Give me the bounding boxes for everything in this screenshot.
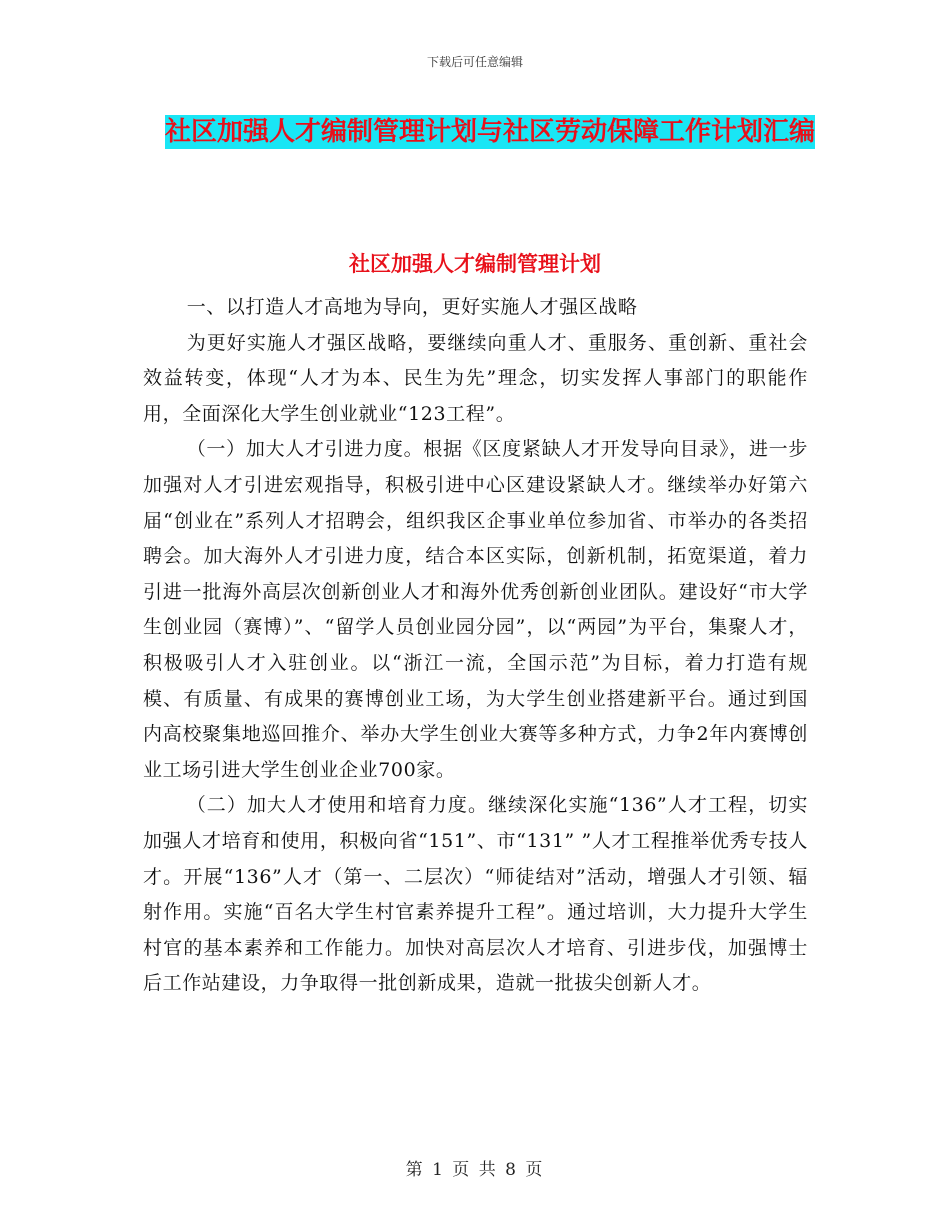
paragraph-heading: 一、以打造人才高地为导向，更好实施人才强区战略 xyxy=(186,296,638,318)
document-title-text: 社区加强人才编制管理计划与社区劳动保障工作计划汇编 xyxy=(164,117,815,147)
paragraph: （一）加大人才引进力度。根据《区度紧缺人才开发导向目录》，进一步加强对人才引进宏观指导，积极引进中心区建设紧缺人才。继续举办好第六届“创业在”系列人才招聘会，组织我区企事业单位参加省、市举办的各类招聘会。加大海外人才引进力度，结合本区实际，创新机制，拓宽渠道，着力引进一批海外高层次创新创业人才和海外优秀创新创业团队。建设好“市大学生创业园（赛博）”、“留学人员创业园分园”，以“两园”为平台，集聚人才，积极吸引人才入驻创业。以“浙江一流，全国示范”为目标，着力打造有规模、有质量、有成果的赛博创业工场，为大学生创业搭建新平台。通过到国内高校聚集地巡回推介、举办大学生创业大赛等多种方式，力争2年内赛博创业工场引进大学生创业企业700家。 xyxy=(143,438,808,781)
document-title xyxy=(140,110,840,154)
document-body xyxy=(143,290,808,1002)
page-header-note: 下载后可任意编辑 xyxy=(426,55,523,69)
page-number-footer: 第 1 页 共 8 页 xyxy=(405,1160,545,1180)
paragraph: （二）加大人才使用和培育力度。继续深化实施“136”人才工程，切实加强人才培育和使用，积极向省“151”、市“131” ”人才工程推举优秀专技人才。开展“136”人才（第一、二层次）“师徒结对”活动，增强人才引领、辐射作用。实施“百名大学生村官素养提升工程”。通过培训，大力提升大学生村官的基本素养和工作能力。加快对高层次人才培育、引进步伐，加强博士后工作站建设，力争取得一批创新成果，造就一批拔尖创新人才。 xyxy=(143,794,808,995)
section-title: 社区加强人才编制管理计划 xyxy=(349,252,601,276)
paragraph: 为更好实施人才强区战略，要继续向重人才、重服务、重创新、重社会效益转变，体现“人才为本、民生为先”理念，切实发挥人事部门的职能作用，全面深化大学生创业就业“123工程”。 xyxy=(143,331,808,425)
